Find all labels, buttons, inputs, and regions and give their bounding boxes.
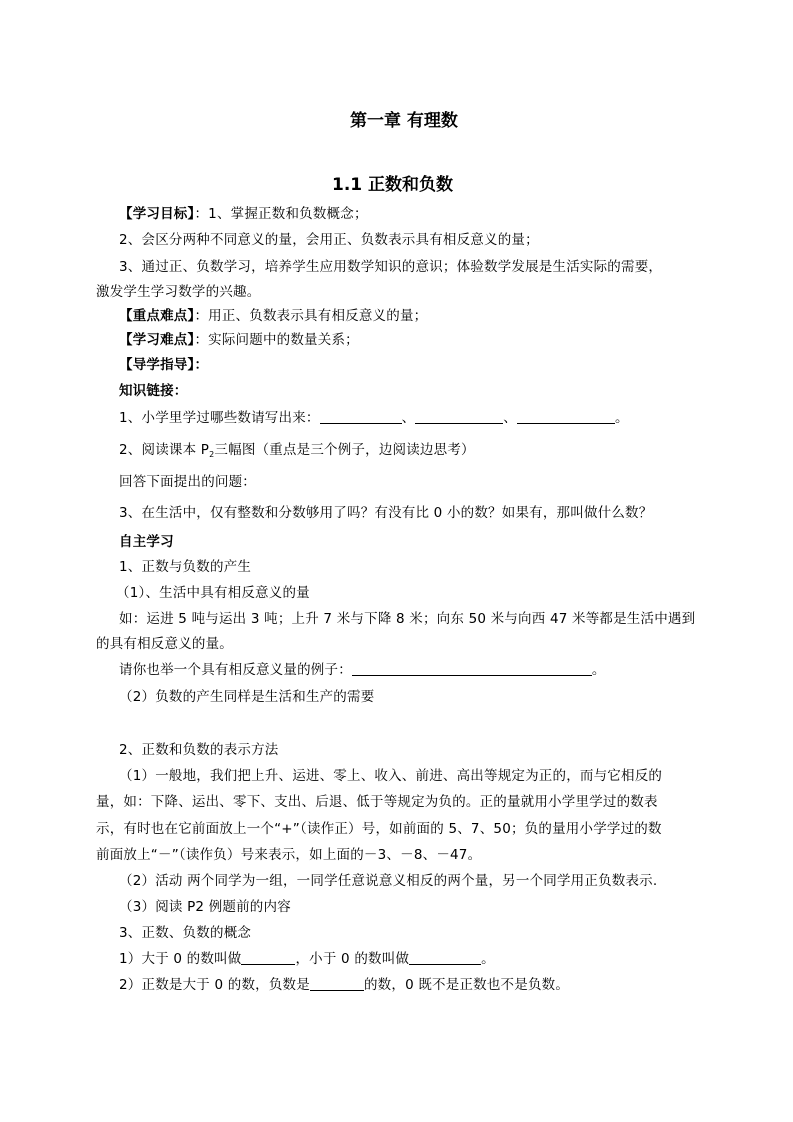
concept-1-b: ，小于 0 的数叫做 (295, 951, 410, 967)
difficulty-line (119, 331, 359, 349)
goal-3a: 3、通过正、负数学习，培养学生应用数学知识的意识；体验数学发展是生活实际的需要， (119, 259, 663, 275)
section-2-1-line-a: （1）一般地，我们把上升、运进、零上、收入、前进、高出等规定为正的，而与它相反的 (119, 768, 663, 784)
ask-example-line (119, 661, 606, 679)
separator: 、 (401, 410, 416, 426)
answer-blank-2[interactable] (415, 409, 503, 424)
concept-2-b: 的数，0 既不是正数也不是负数。 (363, 977, 570, 993)
example-line-b: 的具有相反意义的量。 (96, 636, 233, 652)
chapter-title: 第一章 有理数 (350, 111, 458, 131)
goal-line (119, 205, 368, 223)
answer-prompt: 回答下面提出的问题： (119, 474, 256, 490)
separator: 、 (503, 410, 517, 426)
concept-2-a: 2）正数是大于 0 的数，负数是 (119, 977, 310, 993)
question-1 (119, 409, 629, 427)
example-line-a: 如：运进 5 吨与运出 3 吨；上升 7 米与下降 8 米；向东 50 米与向西 47 米等都是生活中遇到 (119, 611, 696, 627)
section-1-2: （2）负数的产生同样是生活和生产的需要 (119, 689, 375, 705)
goal-label: 【学习目标】 (119, 206, 195, 222)
concept-1-a: 1）大于 0 的数叫做 (119, 951, 242, 967)
negative-blank[interactable] (409, 950, 481, 965)
guide-colon: ： (194, 357, 209, 373)
example-answer-blank[interactable] (352, 661, 592, 676)
section-1-heading: 1、正数与负数的产生 (119, 559, 252, 575)
section-2-1-line-d: 前面放上“－”（读作负）号来表示，如上面的－3、－8、－47。 (96, 847, 482, 863)
ask-example-text: 请你也举一个具有相反意义量的例子： (119, 662, 352, 678)
concept-2 (119, 976, 569, 994)
question-3: 3、在生活中，仅有整数和分数够用了吗？有没有比 0 小的数？如果有，那叫做什么数？ (119, 505, 653, 521)
answer-blank-1[interactable] (320, 409, 402, 424)
section-2-2: （2）活动 两个同学为一组，一同学任意说意义相反的两个量，另一个同学用正负数表示. (119, 873, 658, 889)
page-subscript: 2 (209, 450, 215, 459)
section-2-1-line-c: 示，有时也在它前面放上一个“+”（读作正）号，如前面的 5、7、50；负的量用小学学过的数 (96, 821, 662, 837)
difficulty-label: 【学习难点】 (119, 332, 195, 348)
answer-blank-3[interactable] (517, 409, 615, 424)
question-2-post: 三幅图（重点是三个例子，边阅读边思考） (214, 442, 475, 458)
key-line (119, 307, 427, 325)
question-2 (119, 441, 475, 464)
ask-example-end: 。 (591, 662, 606, 678)
question-1-text: 1、小学里学过哪些数请写出来： (119, 410, 320, 426)
knowledge-link-heading: 知识链接： (119, 383, 188, 399)
key-text: ：用正、负数表示具有相反意义的量； (194, 308, 428, 324)
section-1-1: （1）、生活中具有相反意义的量 (116, 585, 310, 601)
goal-3b: 激发学生学习数学的兴趣。 (96, 284, 261, 300)
negative-definition-blank[interactable] (310, 976, 364, 991)
self-study-heading: 自主学习 (119, 534, 174, 550)
section-2-3: （3）阅读 P2 例题前的内容 (119, 899, 291, 915)
difficulty-text: ：实际问题中的数量关系； (194, 332, 359, 348)
positive-blank[interactable] (241, 950, 295, 965)
section-3-heading: 3、正数、负数的概念 (119, 925, 252, 941)
question-2-pre: 2、阅读课本 P (119, 442, 210, 458)
goal-text: ：1、掌握正数和负数概念； (194, 206, 368, 222)
guide-label: 【导学指导】 (119, 357, 195, 373)
guide-line (119, 356, 208, 374)
section-2-1-line-b: 量，如：下降、运出、零下、支出、后退、低于等规定为负的。正的量就用小学里学过的数表 (96, 794, 658, 810)
goal-2: 2、会区分两种不同意义的量，会用正、负数表示具有相反意义的量； (119, 232, 539, 248)
question-1-end: 。 (615, 410, 629, 426)
section-title: 1.1 正数和负数 (332, 175, 454, 195)
concept-1-end: 。 (481, 951, 495, 967)
concept-1 (119, 950, 495, 968)
key-label: 【重点难点】 (119, 308, 195, 324)
section-2-heading: 2、正数和负数的表示方法 (119, 742, 279, 758)
